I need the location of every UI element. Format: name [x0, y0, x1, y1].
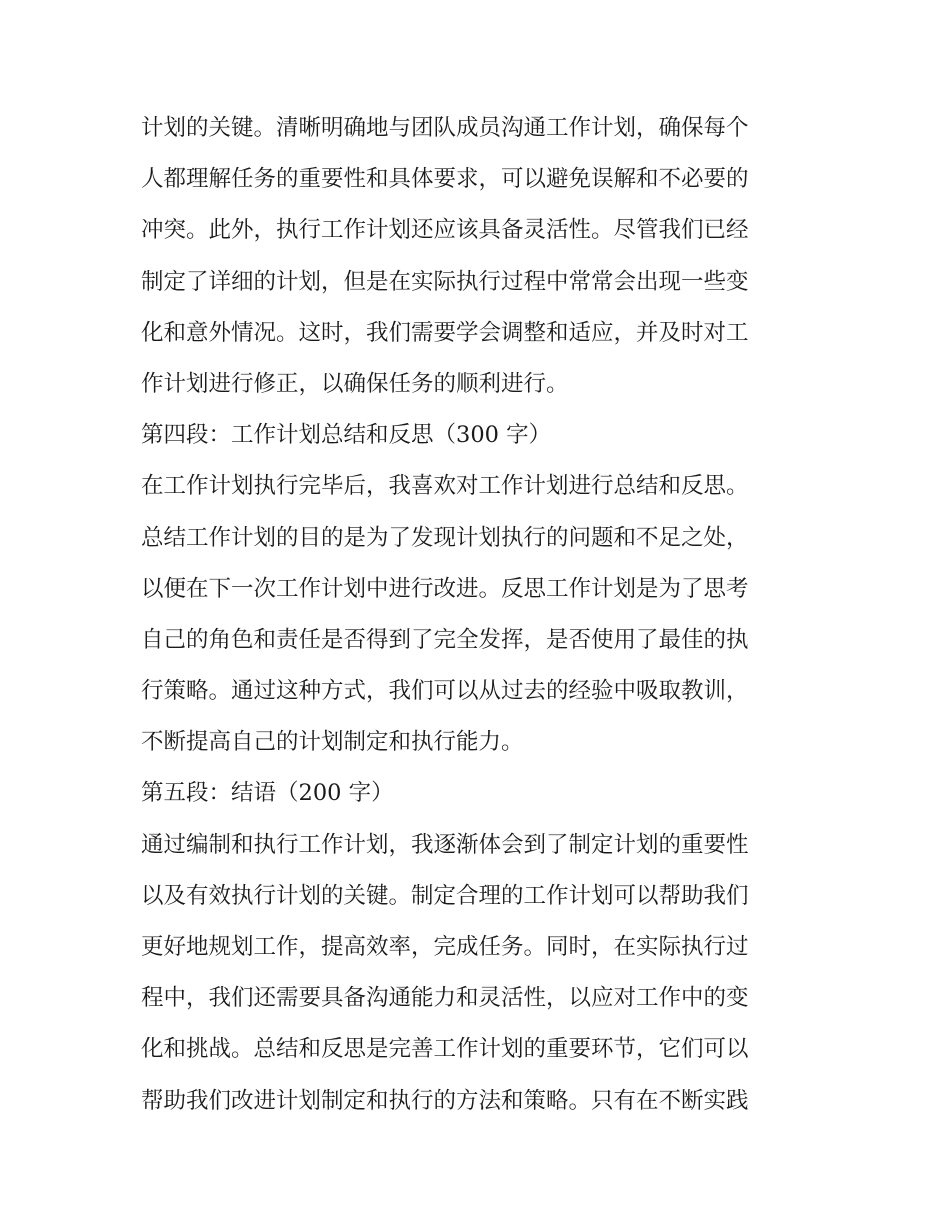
section-heading-4: 第四段：工作计划总结和反思（300 字） [141, 422, 552, 449]
text-line: 行策略。通过这种方式，我们可以从过去的经验中吸取教训， [141, 678, 749, 705]
text-line: 冲突。此外，执行工作计划还应该具备灵活性。尽管我们已经 [141, 217, 749, 244]
text-line: 不断提高自己的计划制定和执行能力。 [141, 729, 524, 756]
section-heading-5: 第五段：结语（200 字） [141, 780, 394, 807]
text-line: 制定了详细的计划，但是在实际执行过程中常常会出现一些变 [141, 268, 749, 295]
text-line: 更好地规划工作，提高效率，完成任务。同时，在实际执行过 [141, 934, 749, 960]
text-line: 帮助我们改进计划制定和执行的方法和策略。只有在不断实践 [141, 1087, 749, 1114]
text-line: 在工作计划执行完毕后，我喜欢对工作计划进行总结和反思。 [141, 473, 749, 500]
text-line: 自己的角色和责任是否得到了完全发挥，是否使用了最佳的执 [141, 626, 749, 653]
text-line: 通过编制和执行工作计划，我逐渐体会到了制定计划的重要性 [141, 831, 749, 858]
text-line: 作计划进行修正，以确保任务的顺利进行。 [141, 370, 569, 397]
text-line: 以便在下一次工作计划中进行改进。反思工作计划是为了思考 [141, 575, 749, 602]
text-line: 化和意外情况。这时，我们需要学会调整和适应，并及时对工 [141, 319, 749, 346]
text-line: 总结工作计划的目的是为了发现计划执行的问题和不足之处， [141, 524, 749, 551]
text-line: 以及有效执行计划的关键。制定合理的工作计划可以帮助我们 [141, 882, 749, 909]
text-line: 程中，我们还需要具备沟通能力和灵活性，以应对工作中的变 [141, 985, 749, 1012]
text-line: 人都理解任务的重要性和具体要求，可以避免误解和不必要的 [141, 166, 749, 193]
document-body [141, 103, 821, 1127]
text-line: 化和挑战。总结和反思是完善工作计划的重要环节，它们可以 [141, 1036, 749, 1063]
text-line: 计划的关键。清晰明确地与团队成员沟通工作计划，确保每个 [141, 115, 749, 141]
